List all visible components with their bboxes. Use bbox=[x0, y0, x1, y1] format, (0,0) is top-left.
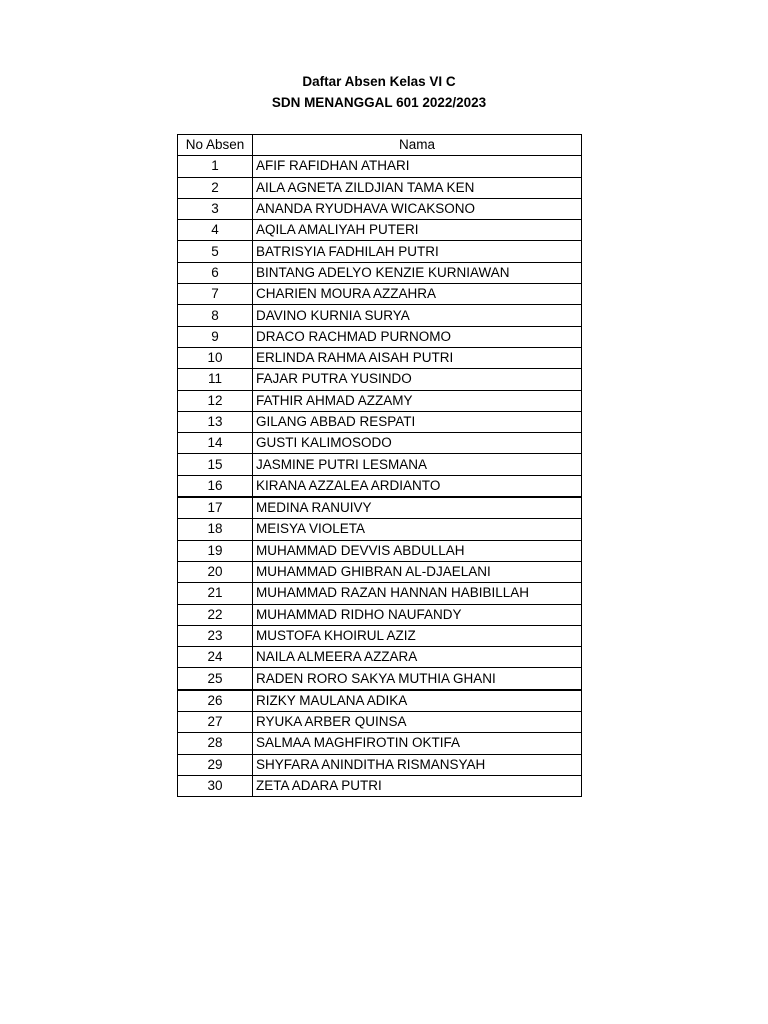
table-row bbox=[178, 177, 582, 198]
table-row bbox=[178, 519, 582, 540]
table-row bbox=[178, 583, 582, 604]
cell-nama: BINTANG ADELYO KENZIE KURNIAWAN bbox=[253, 262, 582, 283]
table-row bbox=[178, 262, 582, 283]
cell-nama: MUSTOFA KHOIRUL AZIZ bbox=[253, 625, 582, 646]
cell-no-absen: 4 bbox=[178, 220, 253, 241]
cell-no-absen: 28 bbox=[178, 733, 253, 754]
document-title-block bbox=[0, 71, 758, 113]
cell-nama: GUSTI KALIMOSODO bbox=[253, 433, 582, 454]
cell-no-absen: 5 bbox=[178, 241, 253, 262]
cell-nama: AFIF RAFIDHAN ATHARI bbox=[253, 156, 582, 177]
table-row bbox=[178, 497, 582, 519]
table-row bbox=[178, 540, 582, 561]
cell-nama: MUHAMMAD GHIBRAN AL-DJAELANI bbox=[253, 561, 582, 582]
cell-nama: ANANDA RYUDHAVA WICAKSONO bbox=[253, 198, 582, 219]
header-nama: Nama bbox=[253, 135, 582, 156]
table-row bbox=[178, 241, 582, 262]
cell-no-absen: 12 bbox=[178, 390, 253, 411]
cell-no-absen: 27 bbox=[178, 712, 253, 733]
table-row bbox=[178, 712, 582, 733]
cell-no-absen: 26 bbox=[178, 690, 253, 712]
cell-no-absen: 8 bbox=[178, 305, 253, 326]
table-header-row bbox=[178, 135, 582, 156]
cell-no-absen: 6 bbox=[178, 262, 253, 283]
cell-nama: KIRANA AZZALEA ARDIANTO bbox=[253, 475, 582, 497]
table-row bbox=[178, 625, 582, 646]
cell-no-absen: 9 bbox=[178, 326, 253, 347]
cell-no-absen: 16 bbox=[178, 475, 253, 497]
table-row bbox=[178, 305, 582, 326]
cell-nama: ERLINDA RAHMA AISAH PUTRI bbox=[253, 347, 582, 368]
cell-no-absen: 21 bbox=[178, 583, 253, 604]
cell-nama: MEDINA RANUIVY bbox=[253, 497, 582, 519]
cell-no-absen: 17 bbox=[178, 497, 253, 519]
cell-no-absen: 23 bbox=[178, 625, 253, 646]
cell-nama: DAVINO KURNIA SURYA bbox=[253, 305, 582, 326]
table-row bbox=[178, 220, 582, 241]
cell-no-absen: 2 bbox=[178, 177, 253, 198]
table-row bbox=[178, 690, 582, 712]
cell-no-absen: 1 bbox=[178, 156, 253, 177]
document-subtitle: SDN MENANGGAL 601 2022/2023 bbox=[271, 95, 487, 110]
cell-nama: RADEN RORO SAKYA MUTHIA GHANI bbox=[253, 668, 582, 690]
table-row bbox=[178, 668, 582, 690]
cell-no-absen: 30 bbox=[178, 775, 253, 796]
table-row bbox=[178, 775, 582, 796]
cell-nama: MUHAMMAD RAZAN HANNAN HABIBILLAH bbox=[253, 583, 582, 604]
cell-nama: RIZKY MAULANA ADIKA bbox=[253, 690, 582, 712]
cell-nama: MUHAMMAD DEVVIS ABDULLAH bbox=[253, 540, 582, 561]
cell-nama: JASMINE PUTRI LESMANA bbox=[253, 454, 582, 475]
cell-no-absen: 29 bbox=[178, 754, 253, 775]
cell-nama: AILA AGNETA ZILDJIAN TAMA KEN bbox=[253, 177, 582, 198]
cell-no-absen: 25 bbox=[178, 668, 253, 690]
cell-no-absen: 10 bbox=[178, 347, 253, 368]
cell-no-absen: 13 bbox=[178, 411, 253, 432]
cell-nama: BATRISYIA FADHILAH PUTRI bbox=[253, 241, 582, 262]
cell-no-absen: 19 bbox=[178, 540, 253, 561]
table-row bbox=[178, 454, 582, 475]
cell-no-absen: 14 bbox=[178, 433, 253, 454]
document-title: Daftar Absen Kelas VI C bbox=[302, 74, 456, 89]
table-row bbox=[178, 411, 582, 432]
table-row bbox=[178, 369, 582, 390]
cell-no-absen: 22 bbox=[178, 604, 253, 625]
cell-nama: NAILA ALMEERA AZZARA bbox=[253, 647, 582, 668]
cell-no-absen: 15 bbox=[178, 454, 253, 475]
cell-no-absen: 20 bbox=[178, 561, 253, 582]
table-row bbox=[178, 433, 582, 454]
table-row bbox=[178, 561, 582, 582]
table-row bbox=[178, 604, 582, 625]
cell-no-absen: 24 bbox=[178, 647, 253, 668]
cell-no-absen: 18 bbox=[178, 519, 253, 540]
table-row bbox=[178, 326, 582, 347]
table-row bbox=[178, 475, 582, 497]
cell-nama: RYUKA ARBER QUINSA bbox=[253, 712, 582, 733]
cell-nama: AQILA AMALIYAH PUTERI bbox=[253, 220, 582, 241]
cell-nama: MUHAMMAD RIDHO NAUFANDY bbox=[253, 604, 582, 625]
cell-nama: GILANG ABBAD RESPATI bbox=[253, 411, 582, 432]
table-row bbox=[178, 754, 582, 775]
table-row bbox=[178, 647, 582, 668]
cell-nama: DRACO RACHMAD PURNOMO bbox=[253, 326, 582, 347]
table-row bbox=[178, 390, 582, 411]
cell-nama: SALMAA MAGHFIROTIN OKTIFA bbox=[253, 733, 582, 754]
header-no-absen: No Absen bbox=[178, 135, 253, 156]
cell-nama: SHYFARA ANINDITHA RISMANSYAH bbox=[253, 754, 582, 775]
table-row bbox=[178, 347, 582, 368]
cell-no-absen: 7 bbox=[178, 284, 253, 305]
cell-nama: FAJAR PUTRA YUSINDO bbox=[253, 369, 582, 390]
cell-nama: MEISYA VIOLETA bbox=[253, 519, 582, 540]
table-row bbox=[178, 156, 582, 177]
cell-nama: ZETA ADARA PUTRI bbox=[253, 775, 582, 796]
table-row bbox=[178, 733, 582, 754]
attendance-table bbox=[177, 134, 582, 797]
cell-nama: CHARIEN MOURA AZZAHRA bbox=[253, 284, 582, 305]
cell-no-absen: 11 bbox=[178, 369, 253, 390]
table-row bbox=[178, 198, 582, 219]
table-body bbox=[178, 156, 582, 797]
cell-nama: FATHIR AHMAD AZZAMY bbox=[253, 390, 582, 411]
cell-no-absen: 3 bbox=[178, 198, 253, 219]
table-row bbox=[178, 284, 582, 305]
